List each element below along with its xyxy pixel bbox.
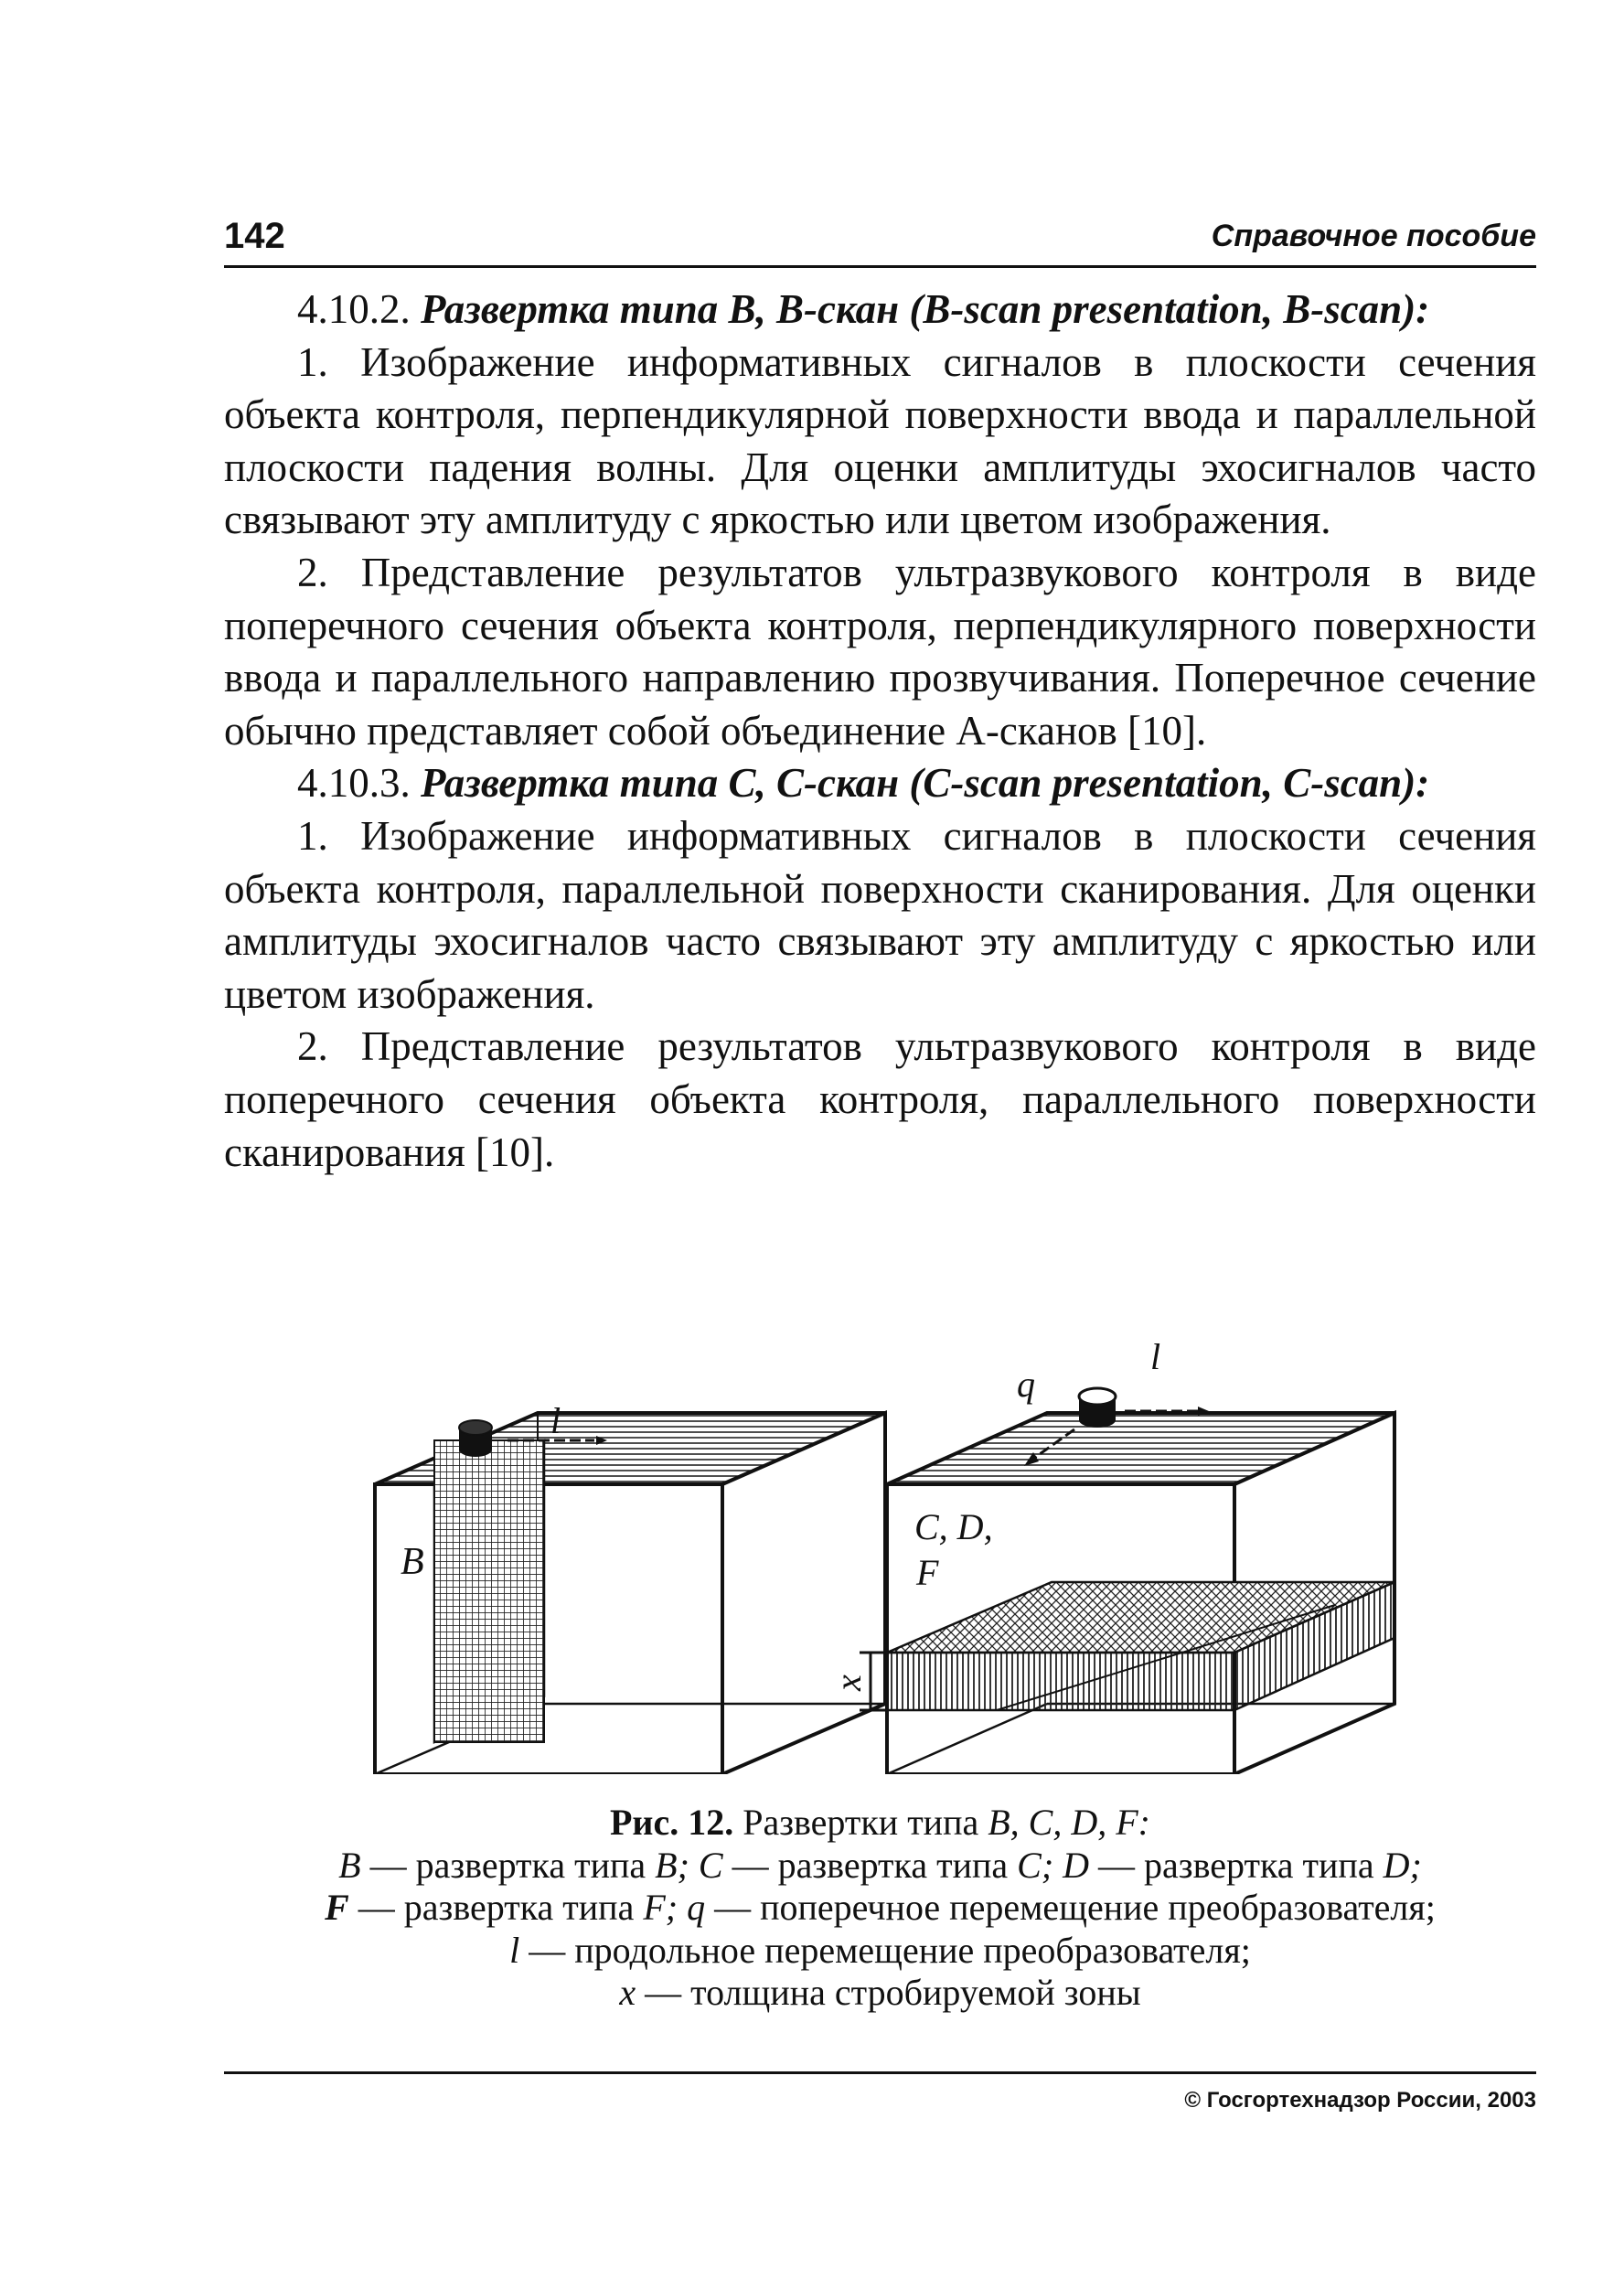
caption-text	[689, 1845, 699, 1886]
transducer-cdf-icon	[1079, 1388, 1116, 1428]
box-b-scan	[375, 1400, 885, 1774]
caption-text	[678, 1887, 687, 1928]
caption-symbol: x	[619, 1972, 636, 2013]
footer-rule	[224, 2071, 1536, 2074]
paragraph: 1. Изображение информативных сигналов в плоскости сечения объекта контроля, перпендикулярной поверхности ввода и параллельной плоскости падения волны. Для оценки амплитуды эхосигналов часто связывают эту амплитуду с яркостью или цветом изображения.	[224, 338, 1536, 543]
caption-symbol: l	[509, 1929, 520, 1971]
caption-symbol: B	[338, 1844, 361, 1886]
paragraph: 2. Представление результатов ультразвукового контроля в виде поперечного сечения объекта контроля, перпендикулярного поверхности ввода и параллельного направлению прозвучивания. Поперечное сечение обычно представляет собой объединение А-сканов [10].	[224, 549, 1536, 754]
body-text	[224, 284, 1536, 1179]
copyright: © Госгортехнадзор России, 2003	[1184, 2088, 1536, 2113]
caption-symbol: B;	[655, 1844, 689, 1886]
figure-caption	[224, 1802, 1536, 2015]
caption-symbol: C;	[1017, 1844, 1054, 1886]
caption-symbol: C	[698, 1844, 723, 1886]
caption-symbol: D;	[1383, 1844, 1422, 1886]
section-heading	[224, 284, 1536, 337]
box-cdf-scan	[828, 1336, 1394, 1774]
section-number: 4.10.3.	[297, 760, 411, 807]
paragraph: 1. Изображение информативных сигналов в плоскости сечения объекта контроля, параллельной поверхности сканирования. Для оценки амплитуды эхосигналов часто связывают эту амплитуду с яркостью или цветом изображения.	[224, 812, 1536, 1017]
caption-text: — толщина стробируемой зоны	[636, 1972, 1141, 2013]
caption-symbol: q	[687, 1887, 706, 1928]
running-title: Справочное пособие	[1211, 219, 1536, 253]
header-rule	[224, 265, 1536, 268]
caption-line	[224, 1802, 1536, 1845]
section-title: Развертка типа B, B-скан (B-scan presentation, B-scan):	[421, 286, 1430, 332]
label-q: q	[1017, 1364, 1035, 1405]
caption-line	[224, 1845, 1536, 1888]
page-number: 142	[224, 216, 285, 256]
caption-symbol: D	[1063, 1844, 1090, 1886]
section-title: Развертка типа С, С-скан (С-scan presentation, С-scan):	[421, 760, 1430, 807]
caption-text: — развертка типа	[348, 1887, 644, 1928]
gated-zone-front	[887, 1653, 1234, 1710]
caption-text: — развертка типа	[1089, 1844, 1384, 1886]
caption-text: — развертка типа	[360, 1844, 656, 1886]
section-number: 4.10.2.	[297, 286, 411, 332]
caption-figure-label: Рис. 12.	[609, 1802, 734, 1843]
page-header	[224, 214, 1536, 271]
transducer-b-icon	[459, 1420, 492, 1457]
label-x: x	[828, 1674, 869, 1691]
label-l-right: l	[1150, 1336, 1161, 1377]
section-heading	[224, 757, 1536, 810]
b-scan-plane-front	[434, 1440, 544, 1742]
label-l-left: l	[550, 1400, 561, 1441]
caption-line	[224, 1972, 1536, 2015]
caption-text	[1053, 1845, 1063, 1886]
caption-text: — продольное перемещение преобразователя;	[519, 1929, 1251, 1971]
box-b-front-face	[375, 1484, 722, 1774]
figure-scan-diagram	[357, 1331, 1417, 1774]
caption-symbol: F	[325, 1887, 349, 1928]
caption-line	[224, 1887, 1536, 1930]
caption-symbol: F;	[643, 1887, 678, 1928]
caption-symbols: B, C, D, F:	[988, 1802, 1151, 1843]
caption-text: Развертки типа	[743, 1802, 979, 1843]
paragraph: 2. Представление результатов ультразвукового контроля в виде поперечного сечения объекта контроля, параллельного поверхности сканирования [10].	[224, 1023, 1536, 1175]
label-cdf-line2: F	[916, 1552, 939, 1593]
label-cdf-line1: C, D,	[914, 1506, 993, 1547]
caption-text: — поперечное перемещение преобразователя;	[705, 1887, 1436, 1928]
caption-text: — развертка типа	[722, 1844, 1018, 1886]
label-b: B	[401, 1541, 424, 1583]
caption-line	[224, 1930, 1536, 1973]
